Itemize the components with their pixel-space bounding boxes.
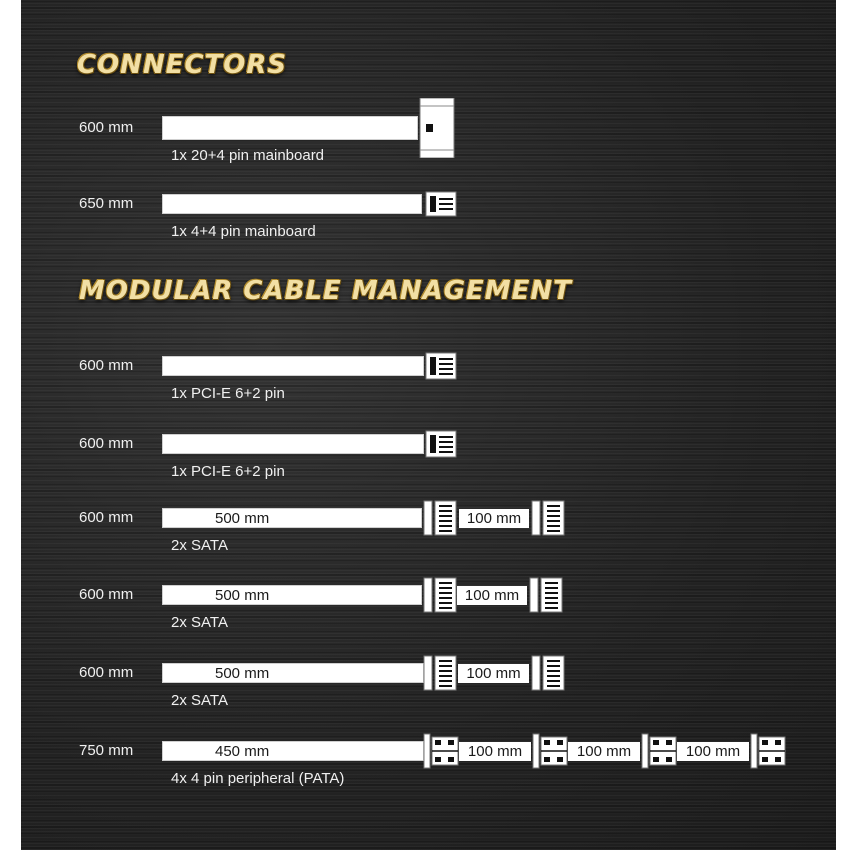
segment-length: 450 mm xyxy=(215,743,270,760)
pcie-connector-icon xyxy=(425,430,457,458)
cable-length: 600 mm xyxy=(79,586,134,603)
cable-line xyxy=(162,508,422,528)
cable-length: 600 mm xyxy=(79,509,134,526)
cable-line xyxy=(162,356,424,376)
cable-line xyxy=(162,194,422,214)
cable-description: 2x SATA xyxy=(171,537,228,554)
cable-line xyxy=(162,434,424,454)
cable-row-peripheral xyxy=(21,742,836,811)
cable-row-mainboard-24pin xyxy=(21,119,836,188)
cable-row-sata-2 xyxy=(21,586,836,655)
sata-connector-icon xyxy=(529,577,563,613)
segment-length: 100 mm xyxy=(459,742,531,761)
segment-length: 500 mm xyxy=(215,510,270,527)
cable-row-pcie-1 xyxy=(21,357,836,426)
molex-connector-icon xyxy=(750,733,786,769)
cable-length: 600 mm xyxy=(79,664,134,681)
cable-length: 600 mm xyxy=(79,357,134,374)
cable-line xyxy=(162,116,418,140)
connectors-heading: CONNECTORS xyxy=(77,50,288,80)
cable-description: 1x PCI-E 6+2 pin xyxy=(171,385,285,402)
molex-connector-icon xyxy=(423,733,459,769)
segment-length: 100 mm xyxy=(459,509,529,528)
cable-description: 2x SATA xyxy=(171,692,228,709)
cable-description: 1x 20+4 pin mainboard xyxy=(171,147,325,164)
segment-length: 100 mm xyxy=(677,742,749,761)
atx-24pin-connector-icon xyxy=(419,98,455,158)
sata-connector-icon xyxy=(423,500,457,536)
cable-length: 750 mm xyxy=(79,742,134,759)
cable-line xyxy=(162,663,424,683)
pcie-connector-icon xyxy=(425,352,457,380)
product-spec-panel xyxy=(21,0,836,850)
segment-length: 100 mm xyxy=(568,742,640,761)
cable-length: 650 mm xyxy=(79,195,134,212)
cable-description: 2x SATA xyxy=(171,614,228,631)
molex-connector-icon xyxy=(532,733,568,769)
cable-row-mainboard-8pin xyxy=(21,195,836,264)
cable-row-pcie-2 xyxy=(21,435,836,504)
cable-row-sata-3 xyxy=(21,664,836,733)
sata-connector-icon xyxy=(531,655,565,691)
cable-line xyxy=(162,585,422,605)
cable-description: 1x 4+4 pin mainboard xyxy=(171,223,316,240)
segment-length: 100 mm xyxy=(458,664,529,683)
sata-connector-icon xyxy=(423,655,457,691)
sata-connector-icon xyxy=(423,577,457,613)
segment-length: 100 mm xyxy=(457,586,527,605)
cable-length: 600 mm xyxy=(79,435,134,452)
sata-connector-icon xyxy=(531,500,565,536)
cable-row-sata-1 xyxy=(21,509,836,578)
segment-length: 500 mm xyxy=(215,587,270,604)
segment-length: 500 mm xyxy=(215,665,270,682)
molex-connector-icon xyxy=(641,733,677,769)
cable-length: 600 mm xyxy=(79,119,134,136)
eps-8pin-connector-icon xyxy=(425,191,457,217)
cable-line xyxy=(162,741,424,761)
cable-description: 1x PCI-E 6+2 pin xyxy=(171,463,285,480)
cable-description: 4x 4 pin peripheral (PATA) xyxy=(171,770,345,787)
modular-cable-management-heading: MODULAR CABLE MANAGEMENT xyxy=(79,276,572,306)
